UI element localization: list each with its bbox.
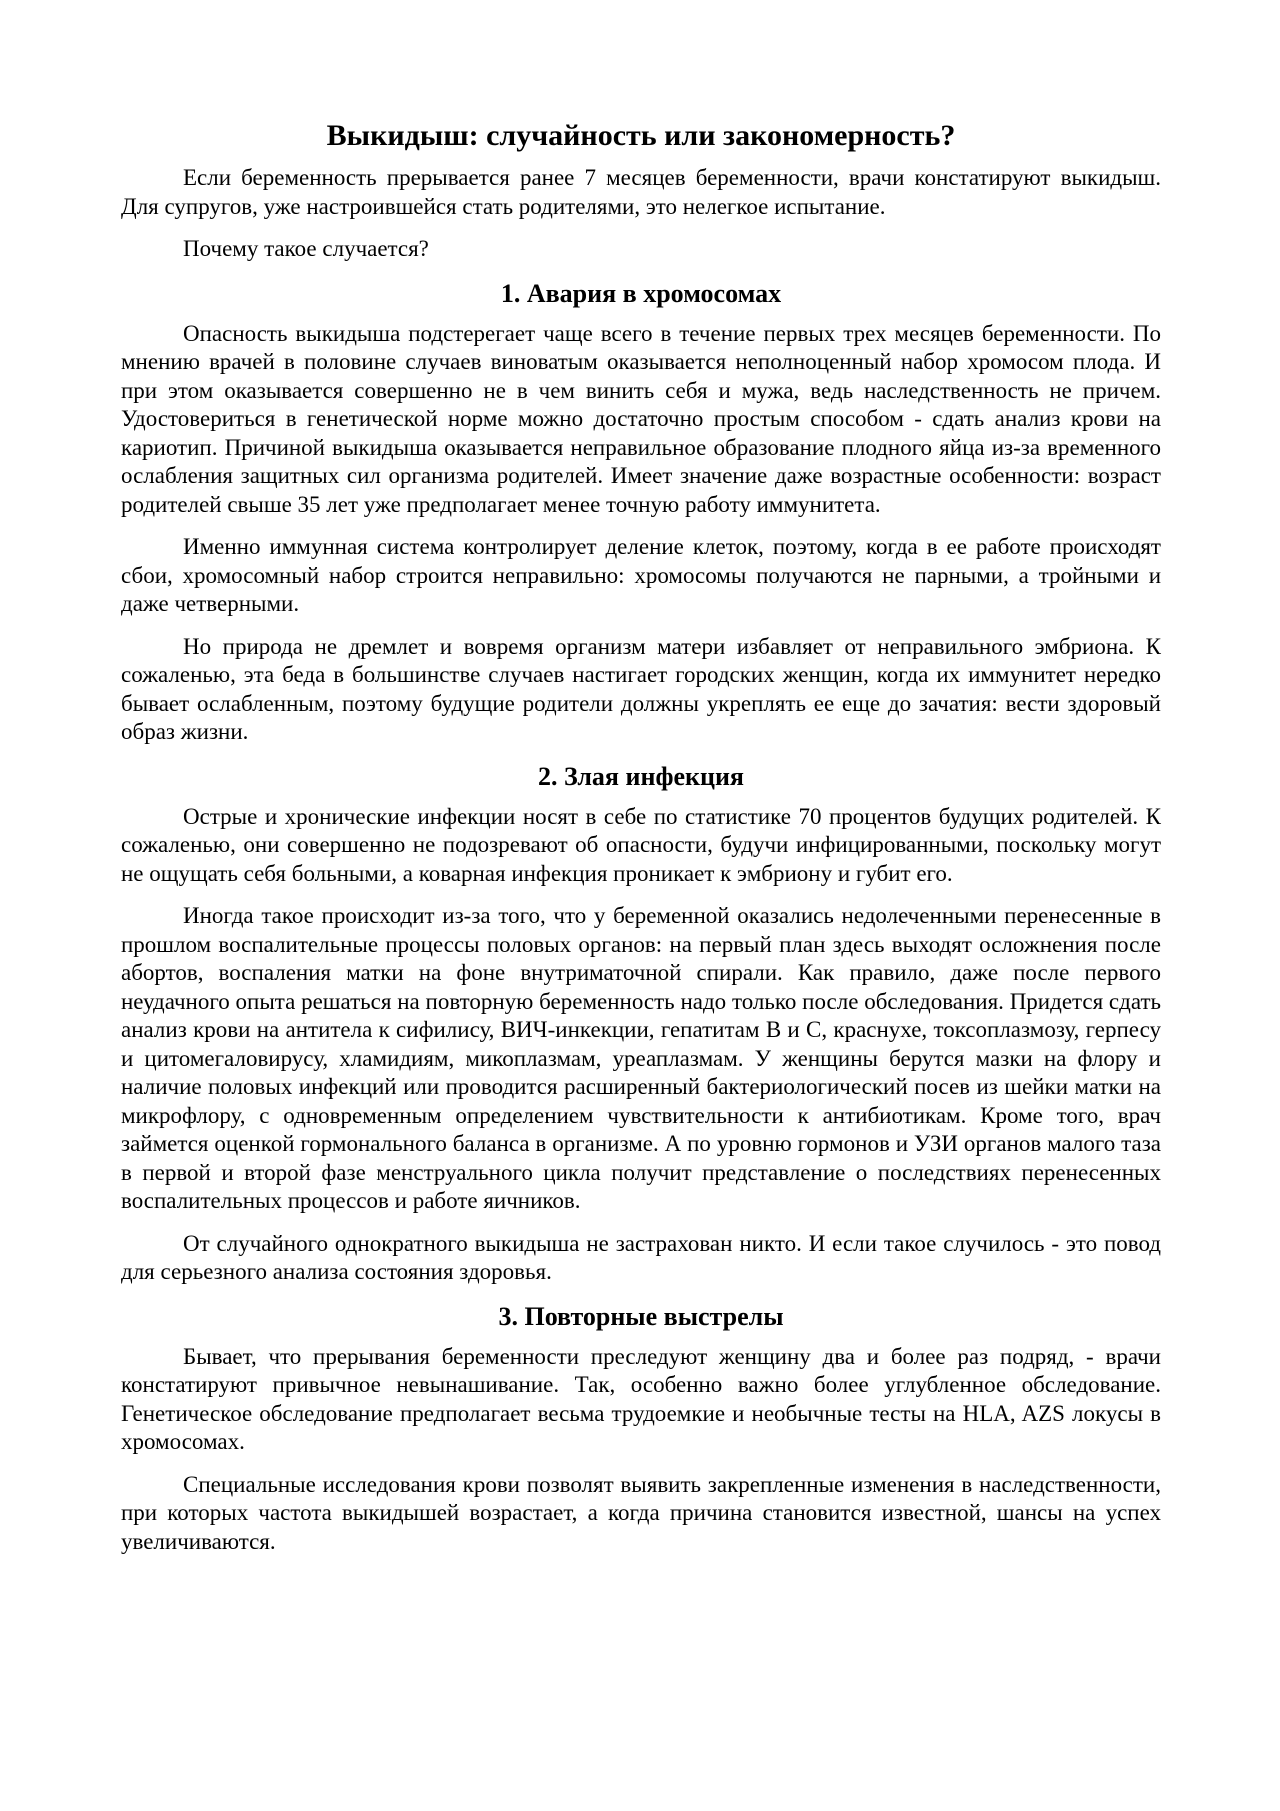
document-title: Выкидыш: случайность или закономерность? [326, 119, 956, 152]
section-3-paragraph: Бывает, что прерывания беременности преследуют женщину два и более раз подряд, - врачи констатируют привычное невынашивание. Так, особенно важно более углубленное обследование. Генетическое обследование предполагает весьма трудоемкие и необычные тесты на HLA, AZS локусы в хромосомах. [121, 1343, 1161, 1454]
section-2-paragraph: От случайного однократного выкидыша не застрахован никто. И если такое случилось - это повод для серьезного анализа состояния здоровья. [121, 1230, 1161, 1284]
section-heading-infection: 2. Злая инфекция [537, 761, 745, 791]
section-1-paragraph: Но природа не дремлет и вовремя организм матери избавляет от неправильного эмбриона. К сожаленью, эта беда в большинстве случаев настигает городских женщин, когда их иммунитет нередко бывает ослабленным, поэтому будущие родители должны укреплять ее еще до зачатия: вести здоровый образ жизни. [121, 633, 1161, 744]
intro-paragraph: Если беременность прерывается ранее 7 месяцев беременности, врачи констатируют выкидыш. Для супругов, уже настроившейся стать родителями, это нелегкое испытание. [121, 165, 1161, 219]
section-2-paragraph: Иногда такое происходит из-за того, что у беременной оказались недолеченными перенесенные в прошлом воспалительные процессы половых органов: на первый план здесь выходят осложнения после абортов, воспаления матки на фоне внутриматочной спирали. Как правило, даже после первого неудачного опыта решаться на повторную беременность надо только после обследования. Придется сдать анализ крови на антитела к сифилису, ВИЧ-инкекции, гепатитам В и С, краснухе, токсоплазмозу, герпесу и цитомегаловирусу, хламидиям, микоплазмам, уреаплазмам. У женщины берутся мазки на флору и наличие половых инфекций или проводится расширенный бактериологический посев из шейки матки на микрофлору, с одновременным определением чувствительности к антибиотикам. Кроме того, врач займется оценкой гормонального баланса в организме. А по уровню гормонов и УЗИ органов малого таза в первой и второй фазе менструального цикла получит представление о последствиях перенесенных воспалительных процессов и работе яичников. [121, 903, 1161, 1213]
section-heading-chromosomes: 1. Авария в хромосомах [500, 278, 782, 308]
section-3-paragraph: Специальные исследования крови позволят выявить закрепленные изменения в наследственности, при которых частота выкидышей возрастает, а когда причина становится известной, шансы на успех увеличиваются. [121, 1471, 1161, 1554]
section-1-paragraph: Опасность выкидыша подстерегает чаще всего в течение первых трех месяцев беременности. По мнению врачей в половине случаев виноватым оказывается неполноценный набор хромосом плода. И при этом оказывается совершенно не в чем винить себя и мужа, ведь наследственность не причем. Удостовериться в генетической норме можно достаточно простым способом - сдать анализ крови на кариотип. Причиной выкидыша оказывается неправильное образование плодного яйца из-за временного ослабления защитных сил организма родителей. Имеет значение даже возрастные особенности: возраст родителей свыше 35 лет уже предполагает менее точную работу иммунитета. [121, 320, 1161, 517]
intro-question: Почему такое случается? [183, 236, 429, 261]
document-page [121, 118, 1161, 1570]
section-2-paragraph: Острые и хронические инфекции носят в себе по статистике 70 процентов будущих родителей. К сожаленью, они совершенно не подозревают об опасности, будучи инфицированными, поскольку могут не ощущать себя больными, а коварная инфекция проникает к эмбриону и губит его. [121, 803, 1161, 886]
section-1-paragraph: Именно иммунная система контролирует деление клеток, поэтому, когда в ее работе происходят сбои, хромосомный набор строится неправильно: хромосомы получаются не парными, а тройными и даже четверными. [121, 534, 1161, 616]
section-heading-repeat: 3. Повторные выстрелы [498, 1301, 784, 1331]
